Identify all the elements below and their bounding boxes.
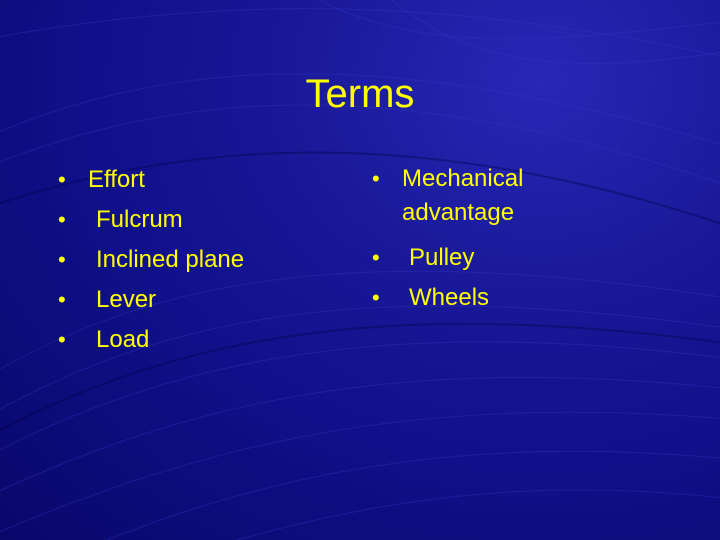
list-item [372, 160, 702, 238]
term-label: Pulley [409, 244, 475, 271]
bullet-icon: • [58, 167, 66, 192]
list-item [58, 320, 358, 360]
bullet-icon: • [58, 247, 66, 272]
bullet-icon: • [372, 285, 380, 310]
term-label: Mechanical advantage [402, 165, 524, 226]
list-item [58, 160, 358, 200]
term-label: Load [96, 326, 150, 353]
term-label: Lever [96, 286, 157, 313]
term-label: Wheels [409, 284, 490, 311]
bullet-icon: • [58, 207, 66, 232]
bullet-icon: • [58, 327, 66, 352]
slide-title: Terms [305, 72, 415, 116]
bullet-icon: • [372, 166, 380, 191]
list-item [372, 238, 702, 278]
list-item [58, 200, 358, 240]
bullet-icon: • [58, 287, 66, 312]
list-item [58, 240, 358, 280]
term-label: Effort [88, 166, 145, 193]
term-label: Fulcrum [96, 206, 183, 233]
list-item [372, 278, 702, 318]
right-term-list [372, 160, 702, 318]
term-label: Inclined plane [96, 246, 245, 273]
left-term-list [58, 160, 358, 360]
bullet-icon: • [372, 245, 380, 270]
list-item [58, 280, 358, 320]
